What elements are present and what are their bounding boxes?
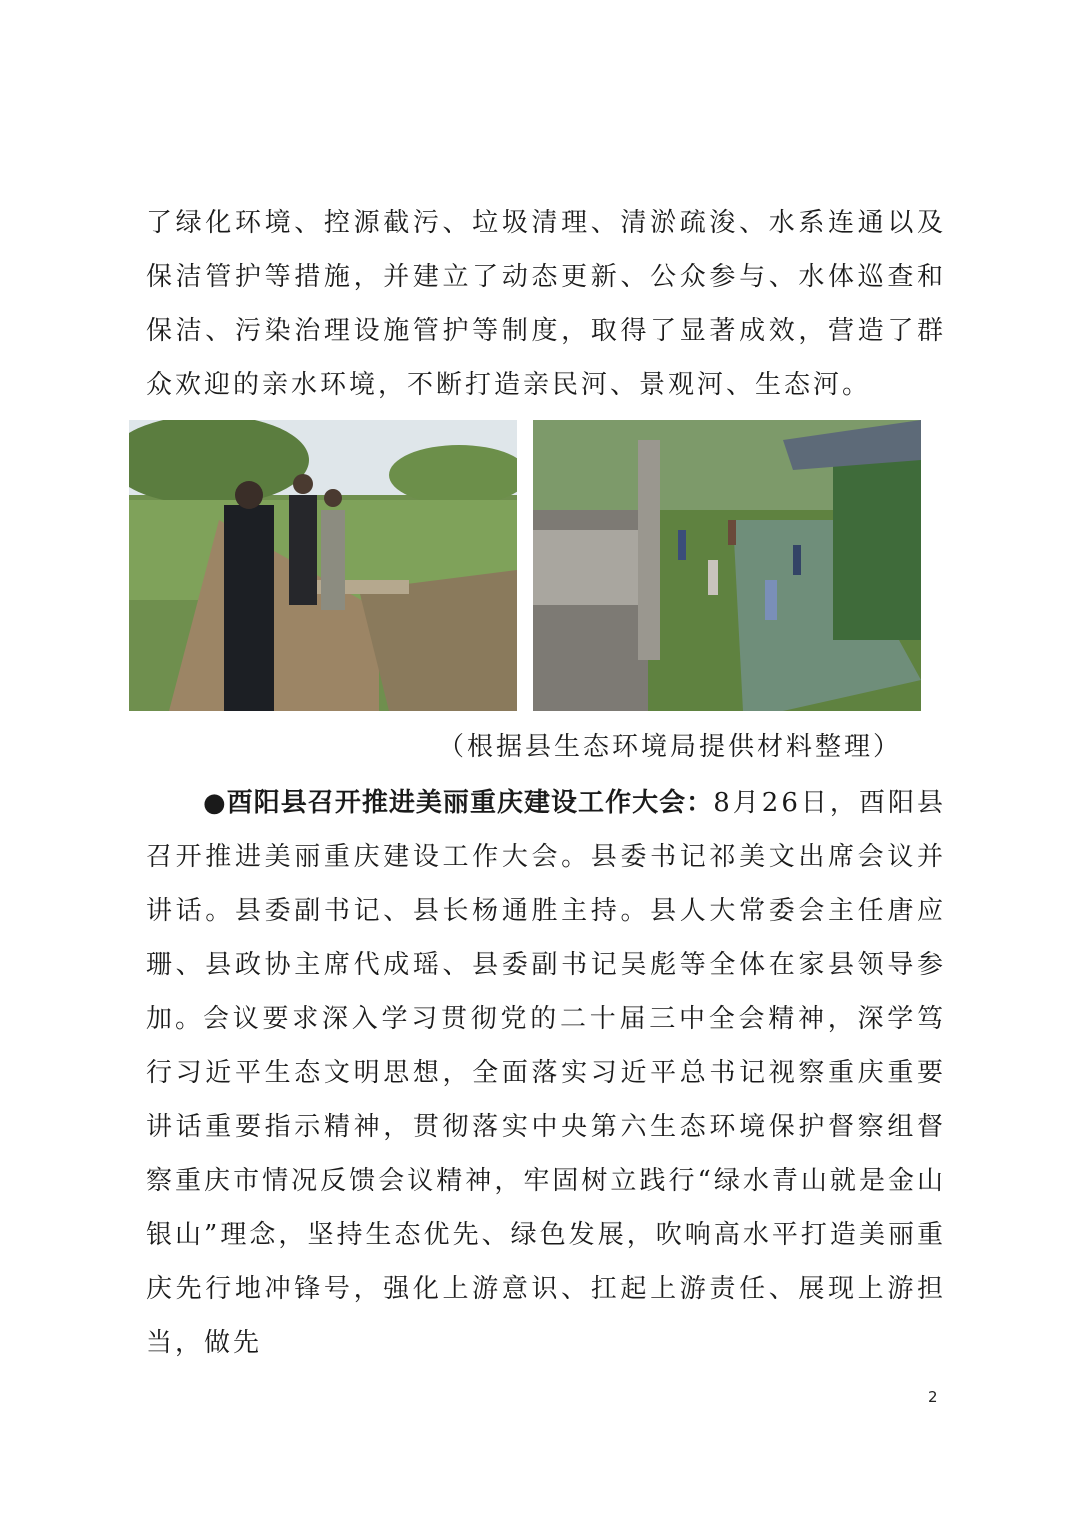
- news-heading: ●酉阳县召开推进美丽重庆建设工作大会：: [203, 788, 714, 818]
- photo-villagers-cleaning-stream: [533, 420, 921, 711]
- photo-caption: （根据县生态环境局提供材料整理）: [438, 732, 903, 762]
- body-paragraph-1: 了绿化环境、控源截污、垃圾清理、清淤疏浚、水系连通以及保洁管护等措施，并建立了动态更新、公众参与、水体巡查和保洁、污染治理设施管护等制度，取得了显著成效，营造了群众欢迎的亲水环境，不断打造亲民河、景观河、生态河。: [146, 208, 946, 400]
- page-number: 2: [928, 1388, 938, 1406]
- photo-officials-inspecting-ditch: [129, 420, 517, 711]
- body-paragraph-3: 会议要求深入学习贯彻党的二十届三中全会精神，深学笃行习近平生态文明思想，全面落实习近平总书记视察重庆重要讲话重要指示精神，贯彻落实中央第六生态环境保护督察组督察重庆市情况反馈会议精神，牢固树立践行“绿水青山就是金山银山”理念，坚持生态优先、绿色发展，吹响高水平打造美丽重庆先行地冲锋号，强化上游意识、扛起上游责任、展现上游担当，做先: [146, 1004, 946, 1358]
- news-body: 8月26日，酉阳县召开推进美丽重庆建设工作大会。县委书记祁美文出席会议并讲话。县委副书记、县长杨通胜主持。县人大常委会主任唐应珊、县政协主席代成瑶、县委副书记吴彪等全体在家县领导参加。: [146, 788, 946, 1034]
